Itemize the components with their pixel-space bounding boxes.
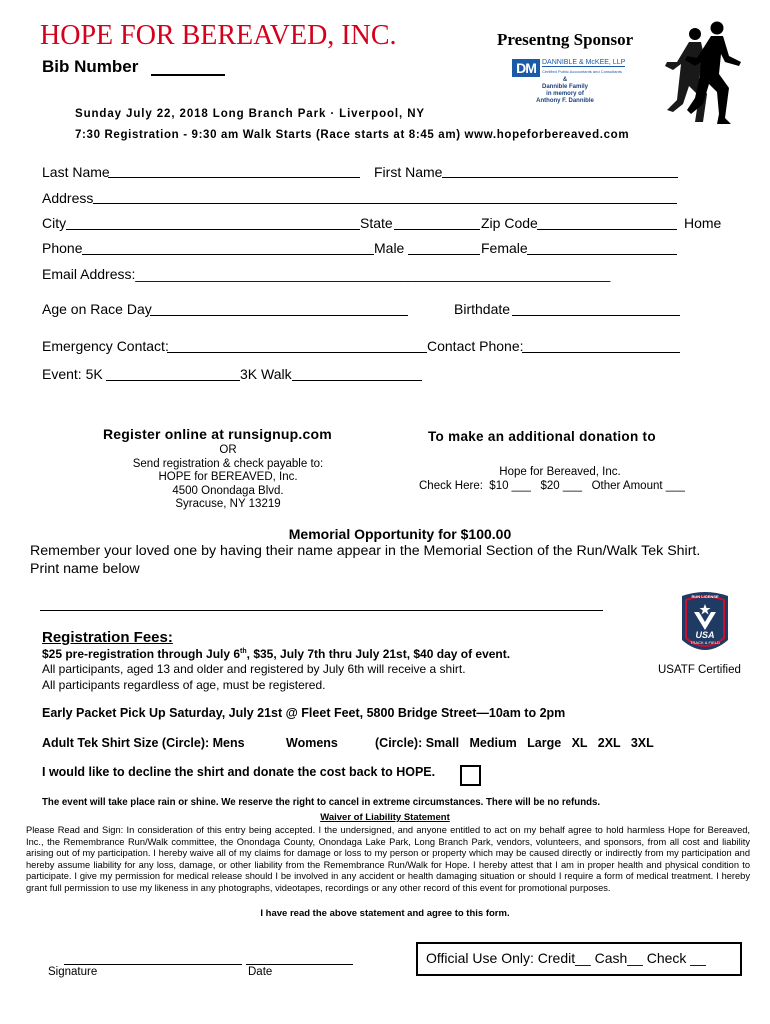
- register-address-block: OR Send registration & check payable to: HOPE for BEREAVED, Inc. 4500 Onondaga Blvd. Syracuse, NY 13219: [132, 444, 324, 511]
- last-name-field[interactable]: [108, 177, 360, 178]
- fees-line-2: All participants, aged 13 and older and registered by July 6th will receive a shirt.: [42, 662, 466, 676]
- bib-number-label: Bib Number: [42, 57, 139, 76]
- state-field[interactable]: [394, 229, 480, 230]
- memorial-print-label: Print name below: [30, 561, 140, 577]
- memorial-text: Remember your loved one by having their name appear in the Memorial Section of the Run/Walk Tek Shirt.: [30, 543, 701, 559]
- shirt-womens[interactable]: Womens: [286, 736, 338, 750]
- waiver-text: Please Read and Sign: In consideration of this entry being accepted. I the undersigned, and anyone entitled to act on my behalf agree to hold harmless Hope for Bereaved, Inc., the Remembrance Run/Walk committee, the Onondaga County, Onondaga Lake Park, Long Branch Park, vendors, volunteers, and sponsors, from all cost and liability arising out of my participation. I hereby waive all of my claims for damage or loss to my person or property which may be caused directly or indirectly from my participation and hereby assume liability for any loss, damage, or other liability from the Remembrance Run/Walk for Hope. I hereby attest that I am in proper health and physical condition to participate. I give my permission for medical release should I be involved in any accident or health damaging situation or should I require a form of medical treatment. I hereby grant full permission to use my likeness in any photographs, videotapes, recordings or any other record of this event for promotional purposes.: [26, 825, 750, 893]
- register-online-heading: Register online at runsignup.com: [103, 426, 332, 442]
- phone-field[interactable]: [82, 254, 374, 255]
- donation-check-line[interactable]: Check Here: $10 ___ $20 ___ Other Amount ___: [419, 480, 685, 492]
- sponsor-family: & Dannible Family in memory of Anthony F. Dannible: [536, 77, 594, 104]
- contact-phone-field[interactable]: [522, 352, 680, 353]
- age-label: Age on Race Day: [42, 301, 152, 317]
- fees-line-1: $25 pre-registration through July 6th, $35, July 7th thru July 21st, $40 day of event.: [42, 647, 511, 661]
- sponsor-logo: DM DANNIBLE & McKEE, LLP Certified Public Accountants and Consultants: [512, 57, 622, 109]
- signature-field[interactable]: [64, 964, 242, 965]
- shirt-size-options[interactable]: (Circle): Small Medium Large XL 2XL 3XL: [375, 736, 654, 750]
- emergency-contact-field[interactable]: [167, 352, 427, 353]
- male-label: Male: [374, 240, 405, 256]
- event-date-line: Sunday July 22, 2018 Long Branch Park · Liverpool, NY: [75, 108, 425, 120]
- memorial-heading: Memorial Opportunity for $100.00: [288, 526, 512, 542]
- official-use-text: Official Use Only: Credit__ Cash__ Check __: [426, 950, 706, 966]
- date-field[interactable]: [246, 964, 353, 965]
- contact-phone-label: Contact Phone:: [427, 338, 524, 354]
- address-label: Address: [42, 190, 94, 206]
- email-label[interactable]: Email Address:_____________________________________________________________: [42, 266, 611, 282]
- first-name-label: First Name: [374, 164, 443, 180]
- signature-label: Signature: [48, 966, 98, 978]
- date-label: Date: [248, 966, 273, 978]
- emergency-contact-label: Emergency Contact:: [42, 338, 169, 354]
- decline-shirt-checkbox[interactable]: [460, 765, 481, 786]
- waiver-agree: I have read the above statement and agree to this form.: [260, 908, 510, 919]
- org-title: HOPE FOR BEREAVED, INC.: [40, 20, 397, 51]
- phone-label: Phone: [42, 240, 83, 256]
- zip-field[interactable]: [537, 229, 677, 230]
- usatf-certified-label: USATF Certified: [658, 664, 741, 676]
- home-label: Home: [684, 215, 722, 231]
- memorial-name-field[interactable]: [40, 610, 603, 611]
- event-time-line: 7:30 Registration - 9:30 am Walk Starts (Race starts at 8:45 am) www.hopeforbereaved.com: [75, 129, 630, 141]
- male-field[interactable]: [408, 254, 480, 255]
- shirt-size-label: Adult Tek Shirt Size (Circle): Mens: [42, 736, 245, 750]
- donation-heading: To make an additional donation to: [428, 429, 656, 444]
- zip-label: Zip Code: [481, 215, 538, 231]
- runners-icon: [655, 18, 745, 128]
- donation-org: Hope for Bereaved, Inc.: [499, 466, 621, 478]
- usatf-logo: RUN LICENSE USA TRACK & FIELD: [680, 590, 730, 658]
- event-5k-field[interactable]: [106, 380, 240, 381]
- decline-shirt-label: I would like to decline the shirt and donate the cost back to HOPE.: [42, 765, 436, 779]
- fees-heading: Registration Fees:: [42, 629, 173, 646]
- state-label: State: [360, 215, 393, 231]
- fees-line-3: All participants regardless of age, must be registered.: [42, 678, 326, 692]
- first-name-field[interactable]: [442, 177, 678, 178]
- packet-pickup: Early Packet Pick Up Saturday, July 21st @ Fleet Feet, 5800 Bridge Street—10am to 2pm: [42, 706, 566, 720]
- female-field[interactable]: [527, 254, 677, 255]
- walk-3k-field[interactable]: [292, 380, 422, 381]
- city-label: City: [42, 215, 67, 231]
- event-5k-label: Event: 5K: [42, 366, 103, 382]
- walk-3k-label: 3K Walk: [240, 366, 292, 382]
- address-field[interactable]: [93, 203, 677, 204]
- birthdate-label: Birthdate: [454, 301, 511, 317]
- waiver-heading: Waiver of Liability Statement: [320, 812, 450, 823]
- female-label: Female: [481, 240, 528, 256]
- last-name-label: Last Name: [42, 164, 110, 180]
- bib-number-field[interactable]: [151, 74, 225, 76]
- rain-notice: The event will take place rain or shine. We reserve the right to cancel in extreme circumstances. There will be no refunds.: [42, 797, 601, 808]
- official-use-box: [416, 942, 742, 976]
- age-field[interactable]: [150, 315, 408, 316]
- sponsor-label: Presentng Sponsor: [497, 30, 634, 49]
- city-field[interactable]: [66, 229, 360, 230]
- birthdate-field[interactable]: [512, 315, 680, 316]
